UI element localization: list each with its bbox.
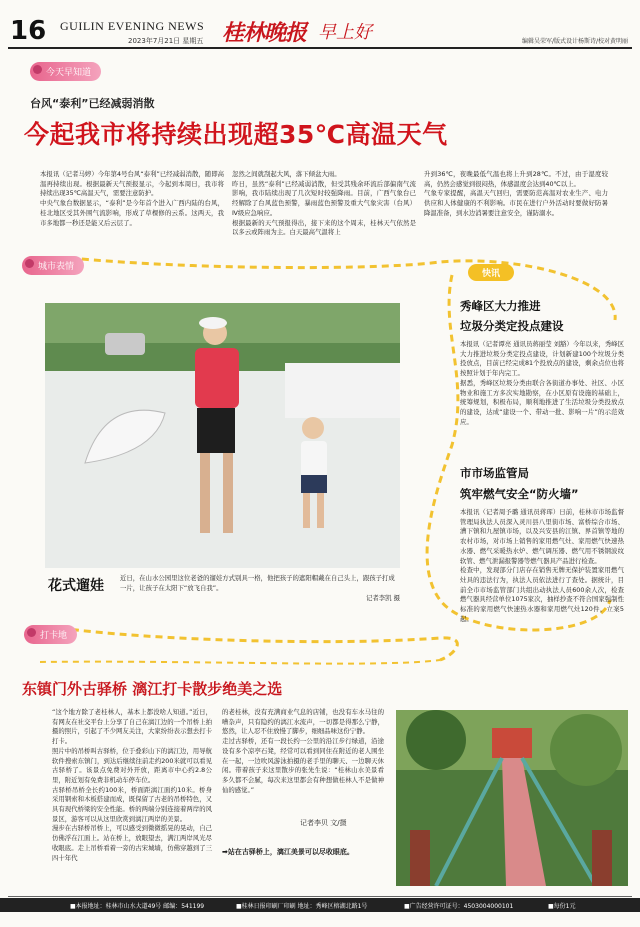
- main-headline: 今起我市将持续出现超35℃高温天气: [24, 120, 448, 149]
- scenic-article-title: 东镇门外古驿桥 漓江打卡散步绝美之选: [22, 680, 283, 698]
- section-tag-label: 打卡地: [40, 631, 68, 641]
- section-tag-today: [30, 62, 101, 81]
- scenic-photo-caption: ➡站在古驿桥上，漓江美景可以尽收眼底。: [222, 848, 354, 856]
- headline-kicker: 台风“泰利”已经减弱消散: [30, 97, 155, 110]
- photo-illustration: [396, 710, 628, 886]
- footer-license: ■广告经营许可证号：4503004000101: [404, 903, 514, 910]
- scenic-credit: 记者李贝 文/摄: [300, 819, 347, 827]
- photo-illustration: [45, 303, 400, 568]
- section-tag-city: [22, 256, 84, 275]
- section-tag-checkin: [24, 625, 77, 644]
- article1-col1: 本报讯（记者马婷）今年第4号台风“泰利”已经减弱消散，随即高温再持续出现。根据最新天气预报显示，今起到本周日，我市将持续出现35℃高温天气，需要注意防护。 中央气象台数据显示，“泰利”是今年首个进入广西内陆的台风，桂北地区受其外围气流影响，形成了草棵修的云系。这两天，我市多地都一秒还是能又后云层了。: [40, 170, 224, 227]
- scenic-article-col2: 的老桂林，没有充满商业气息的店铺，也没有车水马往的嘈杂声，只有隐约的漓江水流声，一切都是得那么宁静，悠然，让人忍不住放慢了脚步，细细品味这份宁静。 走过古驿桥，还有一段长约一公里的沿江步行绿道，沿途设有多个凉亭石凳，经常可以看到同住在附近的老人围坐在一起，一边吹风游泳拍摄的老手里的聊天、一边聊天休闲。带着孩子来这里散步的张先生说：“桂林山水美景看多久都不会腻，每次来这里都会有种想做桂林人不是做神仙的感觉。”: [222, 708, 384, 794]
- editor-info: 编辑吴荣军/版式设计杨斯诗/校对黄明丽: [521, 38, 628, 45]
- tag-dot-icon: [27, 628, 36, 637]
- suspension-bridge-photo: [396, 710, 628, 886]
- footer-printer: ■桂林日报印刷厂印刷 地址：秀峰区榕湖北路1号: [236, 903, 368, 910]
- masthead-slogan: 早上好: [318, 22, 372, 43]
- issue-date: 2023年7月21日 星期五: [128, 37, 204, 45]
- footer-price: ■每份1元: [548, 903, 576, 910]
- tag-dot-icon: [25, 259, 34, 268]
- quick-news-tag: 快讯: [468, 264, 514, 281]
- section-tag-label: 今天早知道: [46, 68, 92, 78]
- father-child-photo: [45, 303, 400, 568]
- news2-title-line2: 筑牢燃气安全“防火墙”: [460, 487, 579, 501]
- footer-rule: [8, 896, 632, 897]
- masthead-chinese-logo: 桂林晚报: [222, 20, 307, 46]
- article1-col2: 忽然之间就刮起大风，落下倾盆大雨。 昨日，虽然“泰利”已经减弱消散，但受其残余环流后部偏南气流影响，我市陆续出现了几次短时较强降雨。目前，广西气象台已经解除了台风蓝色预警，暴雨蓝色预警及重大气象灾害（台风）Ⅳ级应急响应。 根据最新的天气预报得出，接下来的这个周末，桂林天气依然是以多云或阵雨为主。白天最高气温将上: [232, 170, 416, 237]
- news1-body: 本报讯（记者谭亮 通讯员蒋丽莹 刘豁）今年以来，秀峰区大力推进垃圾分类定投点建设，计划新建100个垃圾分类投放点，目前已经完成81个投放点的建设，剩余点位也将按照计划于年内完工。 据悉，秀峰区垃圾分类由联合各街道办事处、社区、小区物业和施工方多次实地勘察，在小区原有设施的基础上，统筹规划，积极布局，顺利地推进了生活垃圾分类投放点的建设，达成“建设一个、带动一批、影响一片”的示范效应。: [460, 340, 624, 426]
- photo-caption-text: 近日，在山水公园里这位老爸的遛娃方式别具一格，他把孩子的遮阳帽戴在自己头上，跟孩子打成一片，让孩子在太阳下“放飞自我”。: [120, 574, 395, 592]
- section-tag-label: 城市表情: [38, 262, 75, 272]
- photo-caption: [120, 573, 400, 603]
- footer-address: ■本报地址：桂林市山水大道49号 邮编：541199: [70, 903, 205, 910]
- tag-dot-icon: [33, 65, 42, 74]
- photo-caption-title: 花式遛娃: [48, 578, 104, 594]
- news2-title-line1: 市市场监管局: [460, 466, 529, 480]
- news1-title-line2: 垃圾分类定投点建设: [460, 319, 564, 333]
- news1-title-line1: 秀峰区大力推进: [460, 299, 541, 313]
- masthead-english: GUILIN EVENING NEWS: [60, 19, 205, 33]
- news2-body: 本报讯（记者周予璐 通讯员蒋珲）日前，桂林市市场监督管理局执法人员深入灵川县八里街市场、富桥综合市场、漕下镇和九屋镇市场，以及兴安县的江镇、界首镇等地的农村市场，对市场上销售的家用燃气灶、家用燃气快速热水器、燃气采暖热水炉、燃气调压器、燃气用不锈钢波纹软管、燃气泄漏报警器等燃气器具产品进行检查。 检查中，发现部分门店存在销售无牌无保护装置家用燃气灶具的违法行为，执法人员依法进行了查处。据统计，目前全市市场监管部门共组出动执法人员600余人次，检查燃气器具经营单位1075家次，抽样抄查不符合国家强制性标准的家用燃气快速热水器和家用燃气灶120件，立案5起。: [460, 508, 624, 623]
- photo-credit: 记者李凯 摄: [366, 594, 400, 602]
- article1-col3: 升到36℃，夜晚最低气温也将上升到28℃。不过，由于湿度较高，仍然会感觉到很闷热，体感温度会达到40℃以上。 气象专家提醒，高温天气回归，需要防范高温对农业生产、电力供应和人体健康的不利影响。市民在进行户外活动时要做好防暑降温准备，到水边消暑要注意安全，谨防溺水。: [424, 170, 608, 217]
- page-number: 16: [10, 16, 47, 46]
- scenic-article-col1: “这个地方除了老桂林人，基本上都没啥人知道。”近日，有网友在社交平台上分享了自己在漓江边的一个吊桥上拍摄的照片，引起了不少网友关注，大家纷纷表示想去打卡打卡。 照片中的吊桥叫古驿桥，位于叠彩山下的漓江边，用导航软件搜索东镇门，到达后继续往前走约200米就可以看见古驿桥了。该景点免费对外开放，距离市中心约2.8公里，附近划有免费非机动车停车位。 古驿桥吊桥全长约100米，桥面距漓江面约10米。桥身采用钢索和木板搭建而成，既保留了古老的吊桥特色，又具有现代桥梁的安全性能。桥的两端分别连接着两岸的风景区，游客可以从这里欣赏到漓江两岸的美景。 漫步在古驿桥吊桥上，可以感受到微微摇晃的晃动，自己仿佛浮在江面上。站在桥上，放眼望去，满江两岸风光尽收眼底。走上吊桥看着一旁的古宋城墙，仿佛穿越到了三四十年代: [52, 708, 212, 862]
- footer-bar: [0, 898, 640, 912]
